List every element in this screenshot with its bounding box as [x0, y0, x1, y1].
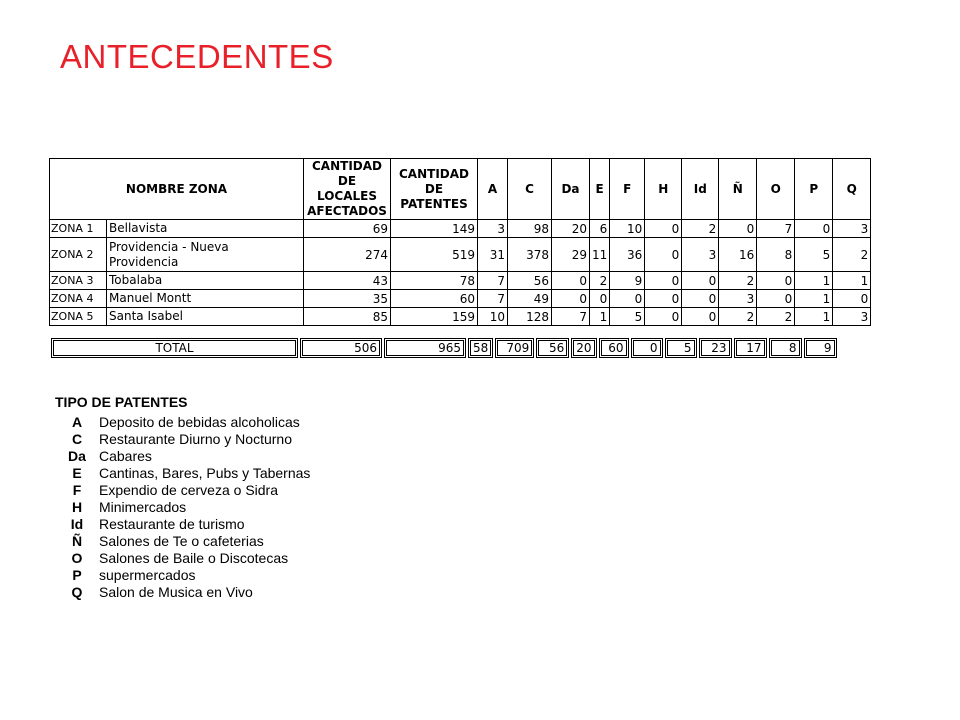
- type-value-cell: 0: [610, 290, 645, 308]
- type-value-cell: 3: [478, 220, 508, 238]
- locales-cell: 43: [304, 272, 391, 290]
- total-value: 60: [599, 338, 629, 358]
- type-value-cell: 7: [552, 308, 590, 326]
- type-value-cell: 0: [757, 290, 795, 308]
- patentes-cell: 519: [391, 238, 478, 272]
- legend-code: A: [71, 414, 83, 430]
- type-value-cell: 20: [552, 220, 590, 238]
- nombre-cell: Manuel Montt: [107, 290, 304, 308]
- total-value: 58: [468, 338, 493, 358]
- zona-cell: ZONA 5: [50, 308, 107, 326]
- legend-code: E: [72, 465, 82, 481]
- header-type: Q: [833, 159, 871, 220]
- type-value-cell: 0: [552, 290, 590, 308]
- legend-description: Restaurante de turismo: [99, 516, 245, 532]
- legend-description: Salones de Te o cafeterias: [99, 533, 264, 549]
- header-type: Da: [552, 159, 590, 220]
- total-patentes: 965: [384, 338, 466, 358]
- legend-description: Salones de Baile o Discotecas: [99, 550, 289, 566]
- total-value: 20: [571, 338, 596, 358]
- legend-item: [55, 414, 339, 431]
- type-value-cell: 3: [833, 308, 871, 326]
- type-value-cell: 378: [508, 238, 552, 272]
- type-value-cell: 3: [719, 290, 757, 308]
- total-value: 5: [665, 338, 697, 358]
- legend-title: TIPO DE PATENTES: [55, 394, 188, 410]
- type-value-cell: 8: [757, 238, 795, 272]
- type-value-cell: 9: [610, 272, 645, 290]
- type-value-cell: 2: [682, 220, 719, 238]
- zona-cell: ZONA 3: [50, 272, 107, 290]
- legend-description: Deposito de bebidas alcoholicas: [99, 414, 300, 430]
- type-value-cell: 3: [682, 238, 719, 272]
- type-value-cell: 2: [719, 308, 757, 326]
- legend-item: [55, 550, 339, 567]
- zona-cell: ZONA 4: [50, 290, 107, 308]
- header-type: O: [757, 159, 795, 220]
- type-value-cell: 0: [552, 272, 590, 290]
- type-value-cell: 7: [478, 290, 508, 308]
- type-value-cell: 0: [590, 290, 610, 308]
- type-value-cell: 10: [610, 220, 645, 238]
- type-value-cell: 36: [610, 238, 645, 272]
- type-value-cell: 6: [590, 220, 610, 238]
- header-cantidad-locales: CANTIDAD DE LOCALES AFECTADOS: [304, 159, 391, 220]
- type-value-cell: 3: [833, 220, 871, 238]
- legend-item: [55, 567, 339, 584]
- type-value-cell: 7: [478, 272, 508, 290]
- legend-code: Id: [70, 516, 84, 532]
- type-value-cell: 2: [719, 272, 757, 290]
- type-value-cell: 0: [682, 272, 719, 290]
- type-value-cell: 1: [795, 290, 833, 308]
- legend-code: Da: [68, 448, 86, 464]
- legend-description: Expendio de cerveza o Sidra: [99, 482, 278, 498]
- type-value-cell: 0: [682, 308, 719, 326]
- type-value-cell: 1: [795, 272, 833, 290]
- total-value: 709: [495, 338, 534, 358]
- header-type: F: [610, 159, 645, 220]
- type-value-cell: 1: [795, 308, 833, 326]
- locales-cell: 85: [304, 308, 391, 326]
- type-value-cell: 5: [610, 308, 645, 326]
- type-value-cell: 31: [478, 238, 508, 272]
- type-value-cell: 0: [757, 272, 795, 290]
- legend-description: Cantinas, Bares, Pubs y Tabernas: [99, 465, 311, 481]
- legend-item: [55, 431, 339, 448]
- legend-description: Cabares: [99, 448, 152, 464]
- table-row: [50, 308, 871, 326]
- total-value: 8: [769, 338, 802, 358]
- type-value-cell: 1: [590, 308, 610, 326]
- patentes-cell: 60: [391, 290, 478, 308]
- legend-item: [55, 584, 339, 601]
- total-value: 0: [631, 338, 663, 358]
- nombre-cell: Santa Isabel: [107, 308, 304, 326]
- type-value-cell: 2: [833, 238, 871, 272]
- patentes-cell: 78: [391, 272, 478, 290]
- legend-item: [55, 448, 339, 465]
- type-value-cell: 5: [795, 238, 833, 272]
- type-value-cell: 0: [645, 220, 682, 238]
- legend-code: Q: [71, 584, 83, 600]
- type-value-cell: 128: [508, 308, 552, 326]
- type-value-cell: 7: [757, 220, 795, 238]
- page-title: ANTECEDENTES: [60, 38, 334, 75]
- table-row: [50, 272, 871, 290]
- legend-description: Salon de Musica en Vivo: [99, 584, 253, 600]
- patentes-cell: 149: [391, 220, 478, 238]
- legend-code: H: [71, 499, 83, 515]
- legend-item: [55, 465, 339, 482]
- type-value-cell: 1: [833, 272, 871, 290]
- type-value-cell: 0: [682, 290, 719, 308]
- header-type: E: [590, 159, 610, 220]
- type-value-cell: 2: [590, 272, 610, 290]
- legend-code: C: [71, 431, 83, 447]
- header-type: Id: [682, 159, 719, 220]
- locales-cell: 69: [304, 220, 391, 238]
- locales-cell: 35: [304, 290, 391, 308]
- type-value-cell: 0: [645, 308, 682, 326]
- total-value: 23: [699, 338, 732, 358]
- total-table: [49, 338, 839, 358]
- header-type: Ñ: [719, 159, 757, 220]
- total-value: 17: [734, 338, 767, 358]
- type-value-cell: 11: [590, 238, 610, 272]
- legend-description: Minimercados: [99, 499, 187, 515]
- legend-code: O: [71, 550, 83, 566]
- header-type: A: [478, 159, 508, 220]
- header-type: P: [795, 159, 833, 220]
- type-value-cell: 2: [757, 308, 795, 326]
- header-type: H: [645, 159, 682, 220]
- legend-code: F: [72, 482, 82, 498]
- type-value-cell: 49: [508, 290, 552, 308]
- type-value-cell: 29: [552, 238, 590, 272]
- type-value-cell: 10: [478, 308, 508, 326]
- patentes-table: [49, 158, 871, 326]
- legend-code: Ñ: [71, 533, 83, 549]
- nombre-cell: Providencia - Nueva Providencia: [107, 238, 304, 272]
- type-value-cell: 0: [645, 290, 682, 308]
- legend-description: Restaurante Diurno y Nocturno: [99, 431, 292, 447]
- header-type: C: [508, 159, 552, 220]
- table-row: [50, 290, 871, 308]
- type-value-cell: 0: [795, 220, 833, 238]
- legend-code: P: [72, 567, 82, 583]
- header-cantidad-patentes: CANTIDAD DE PATENTES: [391, 159, 478, 220]
- total-value: 56: [536, 338, 569, 358]
- type-value-cell: 0: [719, 220, 757, 238]
- legend: [55, 394, 339, 601]
- type-value-cell: 0: [645, 238, 682, 272]
- table-row: [50, 238, 871, 272]
- legend-item: [55, 499, 339, 516]
- legend-item: [55, 516, 339, 533]
- locales-cell: 274: [304, 238, 391, 272]
- total-label: TOTAL: [51, 338, 298, 358]
- type-value-cell: 98: [508, 220, 552, 238]
- total-value: 9: [804, 338, 837, 358]
- total-row: [51, 338, 837, 358]
- legend-item: [55, 482, 339, 499]
- type-value-cell: 0: [645, 272, 682, 290]
- zona-cell: ZONA 2: [50, 238, 107, 272]
- nombre-cell: Bellavista: [107, 220, 304, 238]
- legend-item: [55, 533, 339, 550]
- type-value-cell: 0: [833, 290, 871, 308]
- legend-description: supermercados: [99, 567, 196, 583]
- type-value-cell: 16: [719, 238, 757, 272]
- type-value-cell: 56: [508, 272, 552, 290]
- table-header-row: [50, 159, 871, 220]
- patentes-cell: 159: [391, 308, 478, 326]
- nombre-cell: Tobalaba: [107, 272, 304, 290]
- header-nombre-zona: NOMBRE ZONA: [50, 159, 304, 220]
- total-locales: 506: [300, 338, 382, 358]
- zona-cell: ZONA 1: [50, 220, 107, 238]
- table-row: [50, 220, 871, 238]
